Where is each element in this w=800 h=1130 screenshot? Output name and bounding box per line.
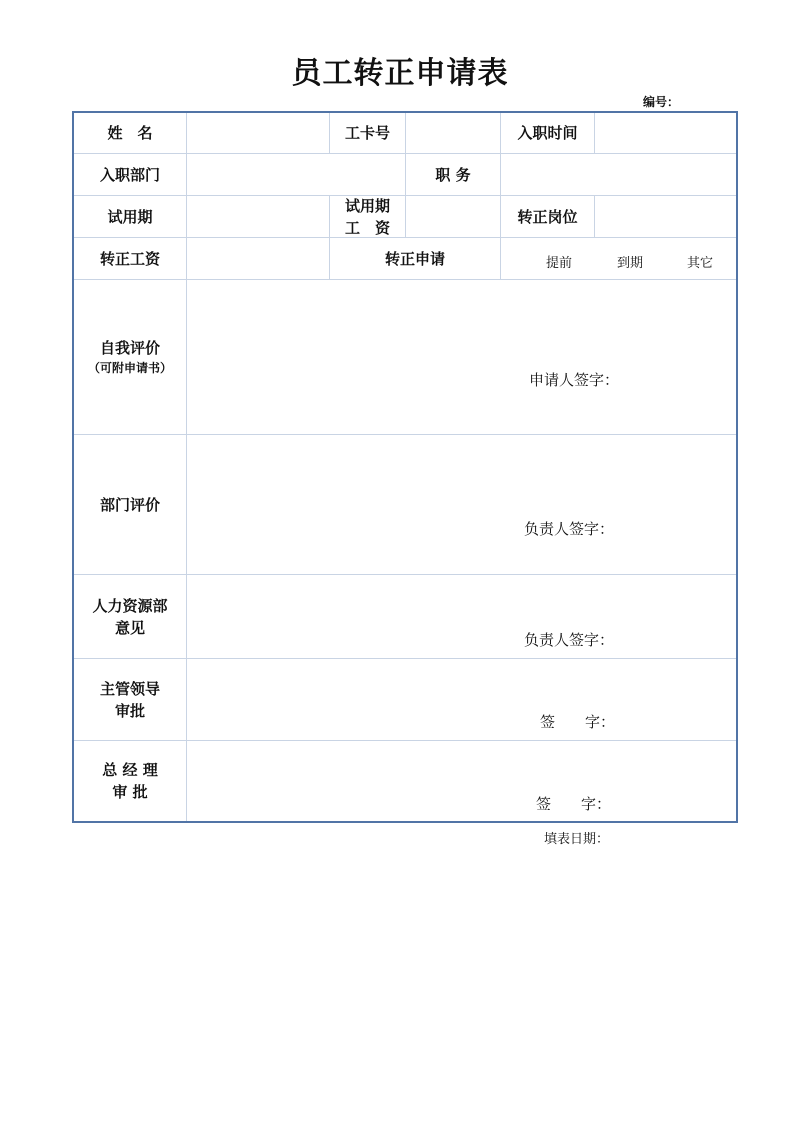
position-field[interactable] <box>501 154 736 195</box>
form-title: 员工转正申请表 <box>291 56 509 91</box>
hr-signature-label: 负责人签字： <box>524 631 615 649</box>
dept-evaluation-label <box>74 435 186 574</box>
gm-approval-label-line2: 审 批 <box>112 783 148 801</box>
self-evaluation-label <box>74 280 186 434</box>
probation-salary-label-line1: 试用期 <box>344 196 390 215</box>
gm-approval-label-line1: 总 经 理 <box>102 761 158 779</box>
gm-signature-label: 签 字： <box>536 795 612 813</box>
name-label-text: 姓 名 <box>107 124 153 142</box>
entry-dept-label <box>74 154 186 195</box>
dept-evaluation-label-text: 部门评价 <box>99 495 160 514</box>
dept-evaluation-field[interactable] <box>187 435 736 574</box>
self-evaluation-note: （可附申请书） <box>87 361 172 375</box>
gm-approval-field[interactable] <box>187 741 736 821</box>
supervisor-approval-label <box>74 659 186 740</box>
position-label-text: 职 务 <box>435 165 471 184</box>
name-field[interactable] <box>187 113 329 153</box>
regular-post-label-text: 转正岗位 <box>517 207 578 226</box>
apply-option-other[interactable]: 其它 <box>687 256 714 271</box>
card-number-field[interactable] <box>406 113 500 153</box>
name-label <box>74 113 186 153</box>
regular-apply-label-text: 转正申请 <box>384 249 445 268</box>
probation-label <box>74 196 186 237</box>
regular-salary-label-text: 转正工资 <box>99 249 160 268</box>
supervisor-approval-label-line2: 审批 <box>114 701 145 720</box>
hr-opinion-label <box>74 575 186 658</box>
card-number-label <box>330 113 405 153</box>
supervisor-signature-label: 签 字： <box>540 713 616 731</box>
probation-salary-field[interactable] <box>406 196 500 237</box>
entry-time-label-text: 入职时间 <box>517 124 578 142</box>
gm-approval-label <box>74 741 186 821</box>
apply-option-early[interactable]: 提前 <box>546 256 573 271</box>
regular-post-label <box>501 196 594 237</box>
entry-dept-field[interactable] <box>187 154 405 195</box>
probation-salary-label-line2: 工 资 <box>344 218 390 237</box>
entry-time-label <box>501 113 594 153</box>
supervisor-approval-field[interactable] <box>187 659 736 740</box>
probation-salary-label <box>330 196 405 237</box>
regular-apply-label <box>330 238 500 279</box>
applicant-signature-label: 申请人签字： <box>529 371 620 389</box>
dept-signature-label: 负责人签字： <box>524 520 615 538</box>
entry-dept-label-text: 入职部门 <box>99 165 160 184</box>
regular-salary-field[interactable] <box>187 238 329 279</box>
supervisor-approval-label-line1: 主管领导 <box>99 679 160 698</box>
hr-opinion-label-line1: 人力资源部 <box>92 596 168 615</box>
serial-number-label: 编号： <box>643 95 680 109</box>
self-evaluation-field[interactable] <box>187 280 736 434</box>
hr-opinion-label-line2: 意见 <box>114 618 145 637</box>
regular-salary-label <box>74 238 186 279</box>
regular-post-field[interactable] <box>595 196 736 237</box>
probation-label-text: 试用期 <box>107 207 153 226</box>
fill-date-label: 填表日期： <box>544 832 610 847</box>
entry-time-field[interactable] <box>595 113 736 153</box>
position-label <box>406 154 500 195</box>
apply-option-due[interactable]: 到期 <box>617 256 644 271</box>
probation-field[interactable] <box>187 196 329 237</box>
self-evaluation-label-text: 自我评价 <box>99 339 160 357</box>
card-number-label-text: 工卡号 <box>344 124 390 142</box>
hr-opinion-field[interactable] <box>187 575 736 658</box>
